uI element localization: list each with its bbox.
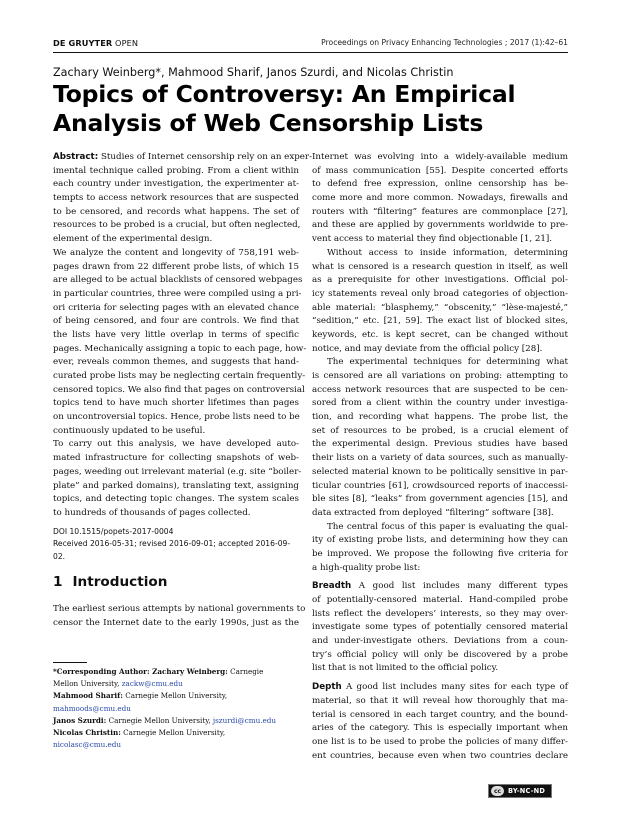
criterion-line: material, so that it will reveal how thoroughly that ma- (312, 695, 568, 706)
criterion-text: A good list includes many sites for each type of (341, 682, 568, 693)
criterion-term: Depth (312, 682, 342, 693)
abstract-line: continuously updated to be useful. (53, 425, 206, 436)
footnote-line (53, 690, 303, 702)
footnote-author: Mahmood Sharif: (53, 691, 123, 701)
criterion-line: one list is to be used to probe the policies of many differ- (312, 736, 568, 747)
criterion-term: Breadth (312, 581, 352, 592)
section-title: Introduction (72, 574, 168, 590)
publisher-name (53, 38, 138, 48)
intro-line: “sedition,” etc. [21, 59]. The exact list of blocked sites, (312, 316, 568, 327)
criterion-line (312, 580, 568, 594)
criterion-line: investigate some types of potentially censored material (312, 622, 568, 633)
criterion-line: and under-investigate others. Deviations from a coun- (312, 636, 568, 647)
doi: DOI 10.1515/popets-2017-0004 (53, 526, 174, 536)
abstract-line: To carry out this analysis, we have developed auto- (53, 439, 299, 450)
footnote-affiliation: Carnegie Mellon University, (106, 715, 213, 725)
abstract-line: to be censored, and records what happens. The set of (53, 206, 299, 217)
abstract-line: of being censored, and four are controls. We find that (53, 316, 299, 327)
footnote-line (53, 715, 303, 727)
intro-line: able material: “blasphemy,” “obscenity,” “lèse-majesté,” (312, 302, 568, 313)
paper-title-line: Analysis of Web Censorship Lists (53, 109, 484, 137)
criterion-line: list that is not limited to the official policy. (312, 663, 499, 674)
intro-line: The experimental techniques for determining what (327, 357, 568, 368)
abstract-line: to hundreds of thousands of pages collected. (53, 507, 251, 518)
abstract-line: mated infrastructure for collecting snapshots of web- (53, 453, 299, 464)
criterion-line: try’s official policy will only be discovered by a probe (312, 649, 568, 660)
abstract-line: the lists have very little overlap in terms of specific (53, 329, 299, 340)
abstract-line: topics, and detecting topic changes. The system scales (53, 494, 299, 505)
intro-line: vent access to material they find objectionable [1, 21]. (312, 234, 553, 245)
abstract-line: pages. Mechanically assigning a topic to each page, how- (53, 343, 307, 354)
email-link[interactable]: zackw@cmu.edu (121, 679, 183, 689)
criterion-line: of potentially-censored material. Hand-compiled probe (312, 595, 568, 605)
intro-line: a high-quality probe list: (312, 562, 421, 573)
email-link[interactable]: nicolasc@cmu.edu (53, 740, 122, 750)
abstract-line (53, 151, 313, 165)
footnote-author: *Corresponding Author: Zachary Weinberg: (53, 667, 228, 676)
received-dates: Received 2016-05-31; revised 2016-09-01; accepted 2016-09-02. (53, 539, 291, 561)
footnote-affiliation: Carnegie (227, 667, 264, 676)
intro-line: censor the Internet date to the early 1990s, just as the (53, 617, 299, 628)
footnote-line (53, 703, 303, 715)
footnote-author: Nicolas Christin: (53, 727, 121, 737)
abstract-line: in particular countries, three were compiled using a pri- (53, 288, 302, 299)
intro-line: be improved. We propose the following five criteria for (312, 548, 568, 559)
intro-line: of mass communication [55]. Despite concerted efforts (312, 165, 568, 176)
paper-title-line: Topics of Controversy: An Empirical (53, 80, 516, 108)
footnote-affiliation: Mellon University, (53, 679, 122, 689)
criterion-line: lists reflect the developers’ interests, so they may over- (312, 608, 568, 619)
email-link[interactable]: jszurdi@cmu.edu (212, 715, 276, 725)
section-number: 1 (53, 574, 63, 590)
intro-line: routers with “filtering” features are commonplace [27], (312, 206, 568, 217)
intro-line: data extracted from deployed “filtering” software [38]. (312, 507, 554, 518)
criterion-line (312, 681, 568, 695)
abstract-line: topics tend to have much shorter lifetimes than pages (53, 398, 299, 409)
intro-line: access network resources that are suspected to be cen- (312, 384, 568, 395)
intro-line: keywords, etc. is kept secret, can be changed without (312, 329, 568, 340)
intro-line: and these are applied by governments worldwide to pre- (312, 220, 568, 231)
abstract-line: plate” and parked domains), translating text, assigning (53, 480, 299, 491)
abstract-line: on uncontroversial topics. Hence, probe lists need to be (53, 412, 300, 423)
intro-line: icy statements reveal only broad categories of objection- (312, 288, 568, 299)
footnote-line (53, 678, 303, 690)
intro-line: what is censored is a research question in itself, as well (312, 261, 568, 272)
footnote-divider (53, 662, 87, 663)
criterion-line: aries of the category. This is especially important when (312, 723, 568, 734)
footnote-line (53, 739, 303, 751)
footnote-affiliation: Carnegie Mellon University, (122, 691, 228, 701)
intro-paragraph-start (53, 603, 306, 630)
author-footnotes (53, 666, 303, 751)
abstract-text: Studies of Internet censorship rely on an exper- (98, 152, 313, 162)
intro-line: sored from a client within the country under investiga- (312, 398, 568, 409)
introduction-body (312, 151, 568, 763)
paper-title (53, 80, 515, 138)
abstract-line: censored topics. We also find that pages on controversial (53, 384, 305, 395)
intro-line: come more and more common. Nowadays, firewalls and (312, 193, 568, 204)
intro-line: Without access to inside information, determining (327, 247, 568, 258)
email-link[interactable]: mahmoods@cmu.edu (53, 703, 131, 713)
abstract-line: tempts to access network resources that are suspected (53, 193, 299, 204)
footnote-line (53, 666, 303, 678)
intro-line: to defend free expression, online censorship has be- (312, 179, 568, 190)
intro-line: as a prerequisite for other investigations. Official pol- (312, 275, 568, 286)
abstract-line: pages drawn from 22 different probe lists, of which 15 (53, 261, 299, 272)
intro-line: tion, and recording what happens. The probe list, the (312, 412, 568, 423)
journal-citation: Proceedings on Privacy Enhancing Technologies ; 2017 (1):42–61 (321, 38, 568, 47)
abstract-line: curated probe lists may be neglecting certain frequently- (53, 371, 306, 381)
criterion-text: A good list includes many different types (351, 581, 568, 592)
footnote-affiliation: Carnegie Mellon University, (120, 727, 226, 737)
intro-line: Internet was evolving into a widely-available medium (312, 152, 568, 162)
author-list: Zachary Weinberg*, Mahmood Sharif, Janos Szurdi, and Nicolas Christin (53, 66, 454, 79)
intro-line: ticular countries [61], crowdsourced reports of inaccessi- (312, 480, 568, 491)
intro-line: selected material known to be politically sensitive in par- (312, 466, 568, 477)
intro-line: set of resources to be probed, is a crucial element of (312, 425, 568, 436)
abstract (53, 151, 313, 561)
abstract-line: imental technique called probing. From a client within (53, 165, 299, 176)
criterion-line: ent countries, because even when two countries declare (312, 750, 568, 761)
intro-line: ble sites [8], “leaks” from government agencies [15], and (312, 494, 568, 505)
intro-line: The earliest serious attempts by national governments to (53, 604, 306, 614)
abstract-line: element of the experimental design. (53, 234, 213, 245)
publisher-name-rest: OPEN (115, 38, 139, 48)
intro-line: The central focus of this paper is evaluating the qual- (327, 521, 568, 532)
abstract-line: ori criteria for selecting pages with an elevated chance (53, 302, 299, 313)
abstract-line: ever, reveals common themes, and suggests that hand- (53, 357, 299, 368)
intro-line: notice, and may deviate from the official policy [28]. (312, 343, 543, 354)
footnote-author: Janos Szurdi: (53, 715, 107, 725)
intro-line: their lists on a variety of data sources, such as manually- (312, 453, 568, 464)
license-text: BY-NC-ND (508, 787, 546, 795)
intro-line: the experimental design. Previous studies have based (312, 439, 568, 450)
intro-line: is censored are all variations on probing: attempting to (312, 371, 568, 381)
header-divider (53, 52, 568, 53)
publisher-name-bold: DE GRUYTER (53, 38, 113, 48)
section-heading (53, 574, 167, 590)
license-badge[interactable] (488, 784, 552, 798)
abstract-line: We analyze the content and longevity of 758,191 web- (53, 247, 299, 258)
footnote-line (53, 727, 303, 739)
criterion-line: terial is censored in each target country, and the bound- (312, 709, 568, 720)
abstract-label: Abstract: (53, 152, 99, 162)
cc-icon: cc (491, 786, 504, 796)
abstract-line: pages, weeding out irrelevant material (e.g. site “boiler- (53, 466, 302, 477)
abstract-line: each country under investigation, the experimenter at- (53, 179, 299, 190)
abstract-line: are alleged to be actual blacklists of censored webpages (53, 275, 303, 286)
abstract-line: resources to be probed is a crucial, but often neglected, (53, 220, 301, 231)
intro-line: ity of existing probe lists, and determining how they can (312, 535, 568, 546)
